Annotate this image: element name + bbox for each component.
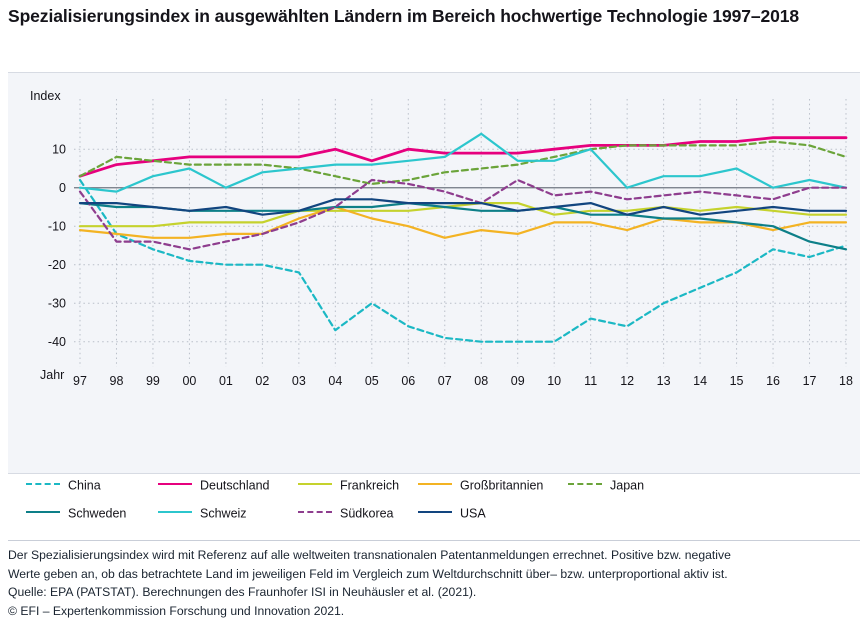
x-tick-label: 18 xyxy=(839,374,853,388)
footnote-line-2: Werte geben an, ob das betrachtete Land im jeweiligen Feld im Vergleich zum Weltdurchschnitt über– bzw. unterproportional aktiv ist. xyxy=(8,565,858,584)
legend-item-schweiz[interactable] xyxy=(158,506,247,521)
x-tick-label: 01 xyxy=(219,374,233,388)
page-title: Spezialisierungsindex in ausgewählten Ländern im Bereich hochwertige Technologie 1997–2018 xyxy=(8,4,858,29)
chart-area xyxy=(8,72,860,474)
y-axis-title: Index xyxy=(30,89,61,103)
y-tick-label: 0 xyxy=(59,181,66,195)
legend-label: China xyxy=(68,479,101,493)
x-tick-label: 15 xyxy=(730,374,744,388)
x-tick-label: 07 xyxy=(438,374,452,388)
legend-swatch-icon xyxy=(298,511,332,513)
x-tick-label: 09 xyxy=(511,374,525,388)
x-tick-label: 13 xyxy=(657,374,671,388)
x-tick-label: 17 xyxy=(803,374,817,388)
legend-swatch-icon xyxy=(26,483,60,485)
legend-item-japan[interactable] xyxy=(568,478,644,493)
plot-canvas xyxy=(8,73,860,473)
legend-label: Frankreich xyxy=(340,479,399,493)
legend-label: Schweiz xyxy=(200,507,247,521)
footnote-block xyxy=(8,546,858,620)
legend-label: USA xyxy=(460,507,486,521)
y-tick-label: -40 xyxy=(48,335,66,349)
legend-swatch-icon xyxy=(568,483,602,485)
x-tick-label: 03 xyxy=(292,374,306,388)
x-tick-label: 97 xyxy=(73,374,87,388)
legend-label: Schweden xyxy=(68,507,126,521)
x-tick-label: 00 xyxy=(182,374,196,388)
legend-swatch-icon xyxy=(418,483,452,485)
legend-item-schweden[interactable] xyxy=(26,506,126,521)
legend-label: Japan xyxy=(610,479,644,493)
legend-label: Südkorea xyxy=(340,507,394,521)
x-tick-label: 05 xyxy=(365,374,379,388)
x-tick-label: 10 xyxy=(547,374,561,388)
legend-item-südkorea[interactable] xyxy=(298,506,394,521)
y-tick-label: -20 xyxy=(48,258,66,272)
legend-item-deutschland[interactable] xyxy=(158,478,270,493)
legend-row-2 xyxy=(8,506,860,530)
x-tick-label: 12 xyxy=(620,374,634,388)
x-tick-label: 98 xyxy=(110,374,124,388)
series-line-südkorea xyxy=(80,180,846,249)
footnote-divider xyxy=(8,540,860,541)
legend-swatch-icon xyxy=(298,483,332,485)
x-tick-label: 11 xyxy=(584,374,597,388)
x-tick-label: 04 xyxy=(328,374,342,388)
legend-swatch-icon xyxy=(418,511,452,513)
footnote-line-1: Der Spezialisierungsindex wird mit Referenz auf alle weltweiten transnationalen Patentanmeldungen errechnet. Positive bzw. negative xyxy=(8,546,858,565)
legend-item-china[interactable] xyxy=(26,478,101,493)
legend-swatch-icon xyxy=(158,511,192,513)
legend-item-großbritannien[interactable] xyxy=(418,478,543,493)
x-axis-title: Jahr xyxy=(40,368,64,382)
x-tick-label: 16 xyxy=(766,374,780,388)
x-tick-label: 14 xyxy=(693,374,707,388)
line-chart-svg xyxy=(8,73,860,473)
footnote-line-3: Quelle: EPA (PATSTAT). Berechnungen des Fraunhofer ISI in Neuhäusler et al. (2021). xyxy=(8,583,858,602)
legend-label: Deutschland xyxy=(200,479,270,493)
y-tick-label: -10 xyxy=(48,220,66,234)
legend-item-frankreich[interactable] xyxy=(298,478,399,493)
legend-row-1 xyxy=(8,478,860,502)
y-tick-label: -30 xyxy=(48,297,66,311)
legend-item-usa[interactable] xyxy=(418,506,486,521)
x-tick-label: 02 xyxy=(255,374,269,388)
legend-swatch-icon xyxy=(158,483,192,485)
x-tick-label: 08 xyxy=(474,374,488,388)
legend-label: Großbritannien xyxy=(460,479,543,493)
legend-swatch-icon xyxy=(26,511,60,513)
chart-legend xyxy=(8,478,860,540)
x-tick-label: 99 xyxy=(146,374,160,388)
footnote-line-4: © EFI – Expertenkommission Forschung und Innovation 2021. xyxy=(8,602,858,620)
y-tick-label: 10 xyxy=(52,143,66,157)
x-tick-label: 06 xyxy=(401,374,415,388)
series-line-japan xyxy=(80,142,846,184)
